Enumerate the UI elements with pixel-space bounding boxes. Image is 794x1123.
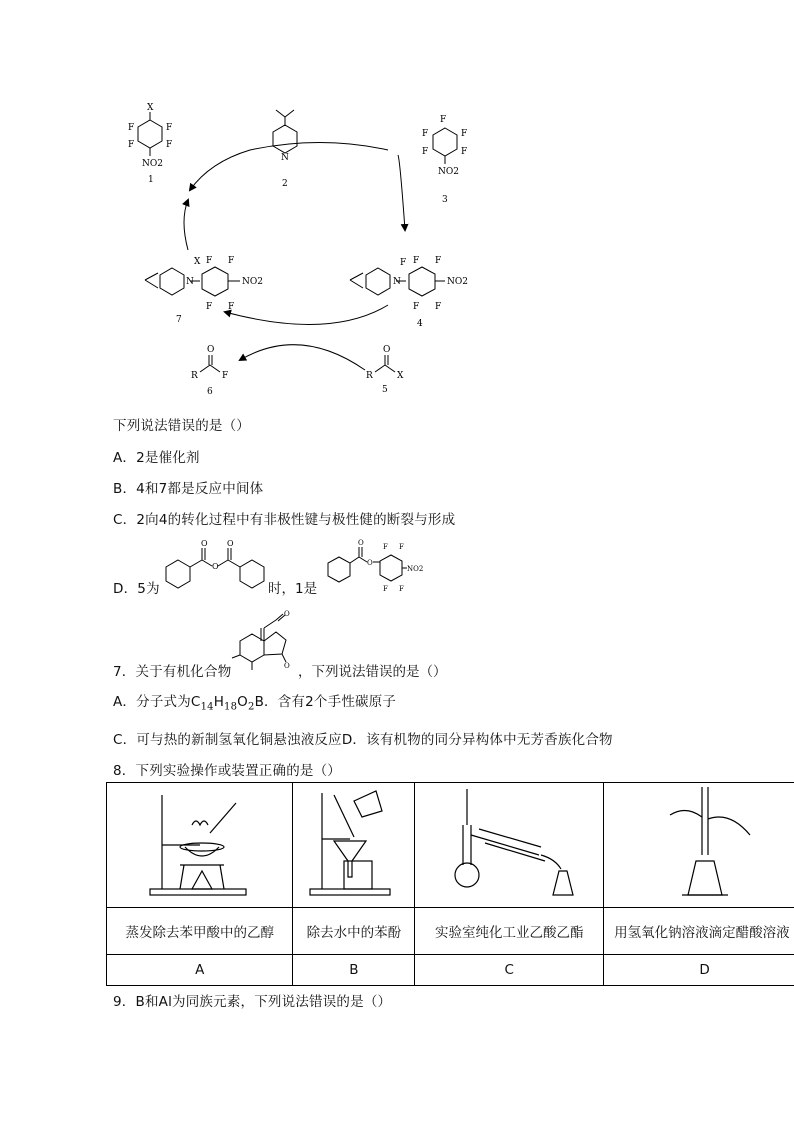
compound-number-6: 6 [207,387,213,397]
atom-label: O [212,562,219,571]
titration-apparatus-icon [650,785,760,901]
q8-apparatus-table [106,782,794,986]
compound-2-structure [273,110,297,153]
atom-label: F [228,302,235,312]
cycle-arrow-2-to-4 [398,155,405,230]
atom-label: X [147,103,154,113]
atom-label: F [422,147,429,157]
catalytic-cycle-scheme [100,90,520,410]
cycle-arrow-7-to-1 [184,200,188,250]
q6-option-d-prefix: D．5为 [113,581,160,597]
formula-h: H [213,694,225,710]
apparatus-a-image [107,783,293,908]
q7-option-b: B．含有2个手性碳原子 [254,694,397,710]
atom-label: NO2 [438,167,459,177]
atom-label: O [201,539,208,548]
atom-label: NO2 [447,277,468,287]
compound-6-structure [200,355,220,372]
q7-option-a-b [113,690,396,713]
compound-5-structure [375,355,395,372]
q9-stem: 9．B和Al为同族元素，下列说法错误的是（） [113,994,392,1010]
atom-label: NO2 [142,159,163,169]
atom-label: F [461,129,468,139]
option-letter-d: D [604,955,794,986]
caption-d: 用氢氧化钠溶液滴定醋酸溶液 [604,908,794,955]
q6-option-a: A．2是催化剂 [113,450,200,466]
q7-stem-suffix: ，下列说法错误的是（） [298,664,447,680]
q6-option-b: B．4和7都是反应中间体 [113,481,264,497]
atom-label: R [366,371,373,381]
atom-label: F [228,256,235,266]
atom-label: F [435,302,442,312]
atom-label: O [284,610,290,618]
q7-option-a-prefix: A．分子式为C [113,694,201,710]
cycle-arrow-1-to-2 [190,150,250,190]
atom-label: F [383,543,388,551]
side-arrow-5-to-6 [240,345,365,370]
caption-a: 蒸发除去苯甲酸中的乙醇 [107,908,293,955]
atom-label: O [284,662,290,670]
q6-stem: 下列说法错误的是（） [113,418,250,434]
cycle-arrow-4-to-7 [225,305,388,324]
q8-stem: 8．下列实验操作或装置正确的是（） [113,763,341,779]
subscript: 2 [248,701,255,713]
atom-label: F [461,147,468,157]
compound-1-structure [138,112,162,156]
compound-3-structure [433,128,457,164]
q6-option-c: C．2向4的转化过程中有非极性键与极性健的断裂与形成 [113,512,456,528]
atom-label: F [399,585,404,593]
option-letter-a: A [107,955,293,986]
q7-stem-prefix: 7．关于有机化合物 [113,664,232,680]
q7-option-d: D．该有机物的同分异构体中无芳香族化合物 [341,732,613,748]
atom-label: O [367,559,373,567]
option-letter-b: B [293,955,415,986]
compound-number-2: 2 [282,179,288,189]
compound-number-5: 5 [382,385,388,395]
atom-label: NO2 [242,277,263,287]
atom-label: X [194,257,201,267]
atom-label: F [206,302,213,312]
compound-number-3: 3 [442,195,448,205]
q6-option-d-mid: 时，1是 [268,581,318,597]
q7-option-c-d [113,728,613,748]
atom-label: F [440,115,447,125]
formula-o: O [237,694,248,710]
atom-label: F [222,371,229,381]
atom-label: F [400,258,407,268]
q7-option-c: C．可与热的新制氢氧化铜悬浊液反应 [113,732,342,748]
atom-label: O [227,539,234,548]
atom-label: NO2 [407,565,424,573]
atom-label: F [206,256,213,266]
apparatus-c-image [415,783,604,908]
atom-label: F [435,256,442,266]
distillation-apparatus-icon [429,785,589,901]
atom-label: O [207,345,215,355]
option-letter-c: C [415,955,604,986]
atom-label: F [128,140,135,150]
apparatus-d-image [604,783,794,908]
atom-label: F [166,140,173,150]
caption-c: 实验室纯化工业乙酸乙酯 [415,908,604,955]
compound-number-7: 7 [176,315,182,325]
filtration-apparatus-icon [304,785,404,901]
compound-number-1: 1 [148,175,154,185]
atom-label: N [186,277,194,287]
evaporation-apparatus-icon [140,785,260,901]
atom-label: F [166,123,173,133]
atom-label: N [281,153,289,163]
atom-label: F [399,543,404,551]
subscript: 14 [200,701,214,713]
caption-b: 除去水中的苯酚 [293,908,415,955]
atom-label: F [422,129,429,139]
atom-label: X [397,371,404,381]
aryl-benzoate-structure [325,535,425,597]
atom-label: O [383,345,391,355]
atom-label: R [191,371,198,381]
atom-label: F [413,302,420,312]
atom-label: F [413,256,420,266]
compound-number-4: 4 [417,319,423,329]
subscript: 18 [224,701,238,713]
atom-label: F [128,123,135,133]
atom-label: O [358,539,364,547]
apparatus-b-image [293,783,415,908]
benzoic-anhydride-structure [160,538,270,590]
atom-label: F [383,585,388,593]
atom-label: N [393,277,401,287]
